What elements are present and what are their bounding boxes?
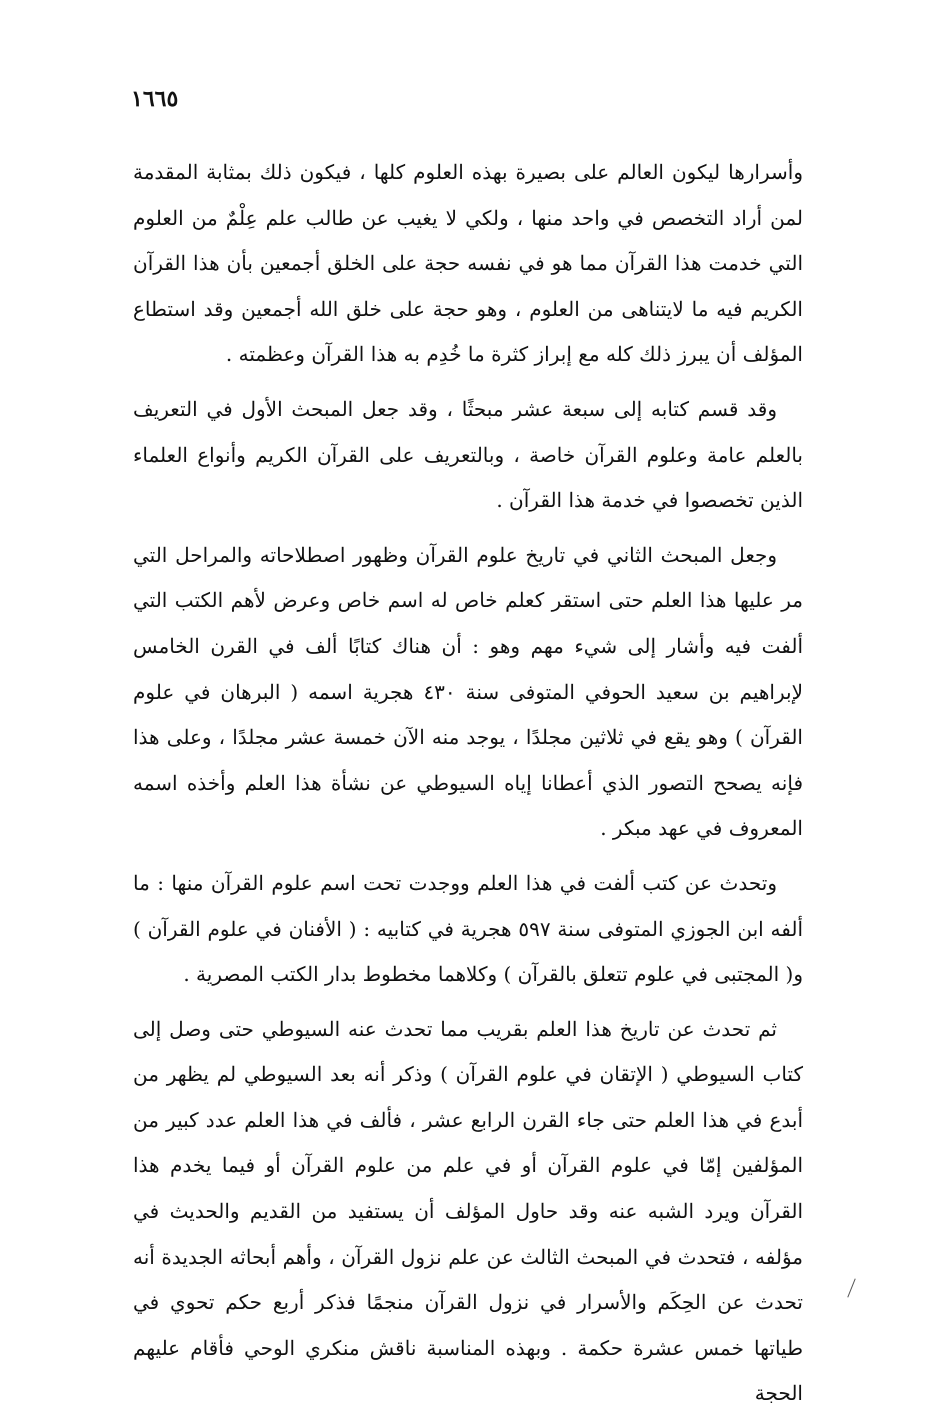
paragraph-3: وجعل المبحث الثاني في تاريخ علوم القرآن وظهور اصطلاحاته والمراحل التي مر عليها هذا العلم حتى استقر كعلم خاص له اسم خاص وعرض لأهم الكتب التي ألفت فيه وأشار إلى شيء مهم وهو : أن هناك كتابًا ألف في القرن الخامس لإبراهيم بن سعيد الحوفي المتوفى سنة ٤٣٠ هجرية اسمه ( البرهان في علوم القرآن ) وهو يقع في ثلاثين مجلدًا ، يوجد منه الآن خمسة عشر مجلدًا ، وعلى هذا فإنه يصحح التصور الذي أعطانا إياه السيوطي عن نشأة هذا العلم وأخذه اسمه المعروف في عهد مبكر .: [133, 542, 803, 841]
margin-pen-mark: [847, 1279, 855, 1298]
paragraph-1: وأسرارها ليكون العالم على بصيرة بهذه العلوم كلها ، فيكون ذلك بمثابة المقدمة لمن أراد التخصص في واحد منها ، ولكي لا يغيب عن طالب علم عِلْمٌ من العلوم التي خدمت هذا القرآن مما هو في نفسه حجة على الخلق أجمعين بأن هذا القرآن الكريم فيه ما لايتناهى من العلوم ، وهو حجة على خلق الله أجمعين وقد استطاع المؤلف أن يبرز ذلك كله مع إبراز كثرة ما خُدِم به هذا القرآن وعظمته .: [133, 160, 803, 367]
body-text: [133, 150, 803, 1426]
paragraph-2: وقد قسم كتابه إلى سبعة عشر مبحثًا ، وقد جعل المبحث الأول في التعريف بالعلم عامة وعلوم القرآن خاصة ، وبالتعريف على القرآن الكريم وأنواع العلماء الذين تخصصوا في خدمة هذا القرآن .: [133, 396, 803, 513]
paragraph-4: وتحدث عن كتب ألفت في هذا العلم ووجدت تحت اسم علوم القرآن منها : ما ألفه ابن الجوزي المتوفى سنة ٥٩٧ هجرية في كتابيه : ( الأفنان في علوم القرآن ) و( المجتبى في علوم تتعلق بالقرآن ) وكلاهما مخطوط بدار الكتب المصرية .: [133, 870, 804, 987]
page-number: ١٦٦٥: [131, 86, 179, 112]
paragraph-5: ثم تحدث عن تاريخ هذا العلم بقريب مما تحدث عنه السيوطي حتى وصل إلى كتاب السيوطي ( الإتقان في علوم القرآن ) وذكر أنه بعد السيوطي لم يظهر من أبدع في هذا العلم حتى جاء القرن الرابع عشر ، فألف في هذا العلم عدد كبير من المؤلفين إمّا في علوم القرآن أو في علم من علوم القرآن أو فيما يخدم هذا القرآن ويرد الشبه عنه وقد حاول المؤلف أن يستفيد من القديم والحديث في مؤلفه ، فتحدث في المبحث الثالث عن علم نزول القرآن ، وأهم أبحاثه الجديدة أنه تحدث عن الحِكَم والأسرار في نزول القرآن منجمًا فذكر أربع حكم تحوي في طياتها خمس عشرة حكمة . وبهذه المناسبة ناقش منكري الوحي فأقام عليهم الحجة: [133, 1016, 803, 1406]
